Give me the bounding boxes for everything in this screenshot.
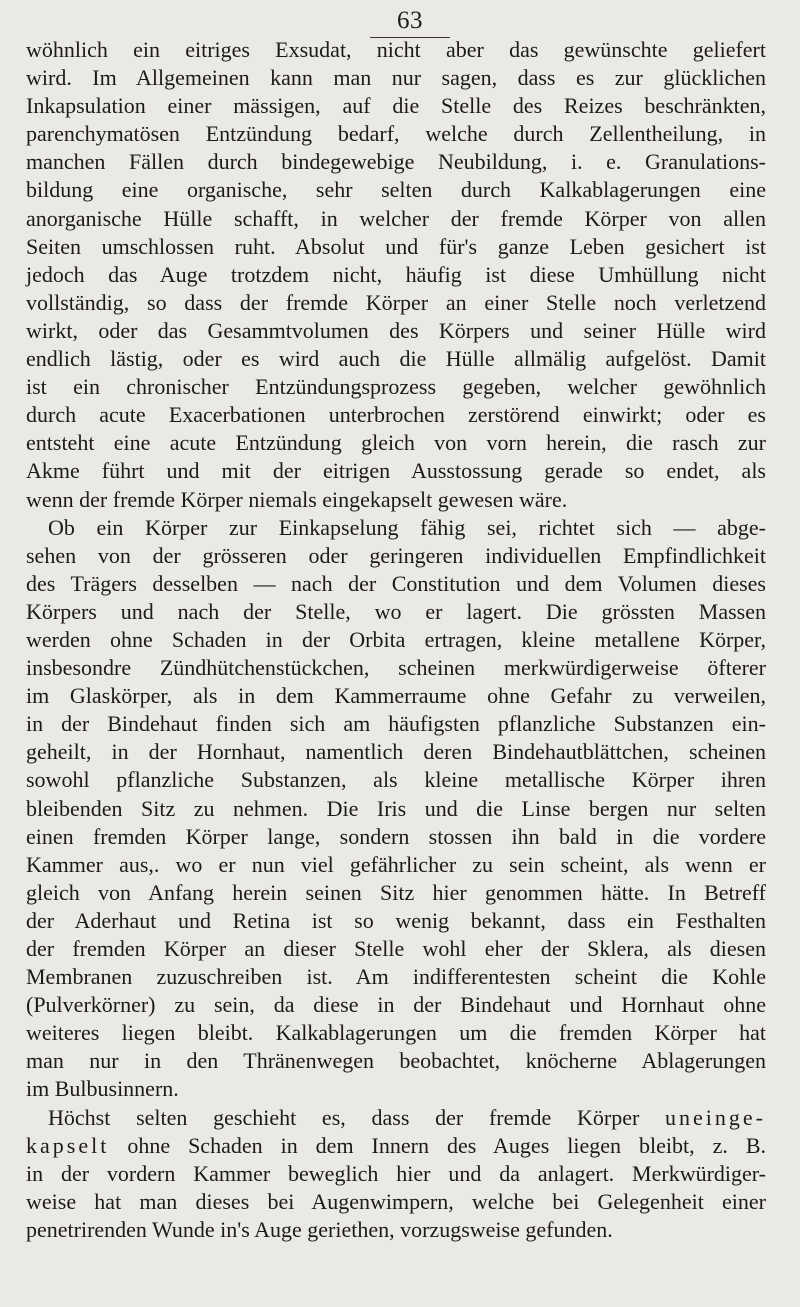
text-line: jedoch das Auge trotzdem nicht, häufig ist diese Umhüllung nicht (26, 261, 766, 287)
text-line: sowohl pflanzliche Substanzen, als kleine metallische Körper ihren (26, 767, 766, 793)
text-line: anorganische Hülle schafft, in welcher der fremde Körper von allen (26, 205, 766, 231)
text-line: des Trägers desselben — nach der Constitution und dem Volumen dieses (26, 570, 766, 596)
text-line: Inkapsulation einer mässigen, auf die Stelle des Reizes beschränkten, (26, 93, 766, 119)
text-line: manchen Fällen durch bindegewebige Neubildung, i. e. Granulations- (26, 149, 766, 175)
text-line: weiteres liegen bleibt. Kalkablagerungen um die fremden Körper hat (26, 1020, 766, 1046)
emphasis-spaced: uneinge- (665, 1104, 766, 1130)
text-line: endlich lästig, oder es wird auch die Hülle allmälig aufgelöst. Damit (26, 346, 766, 372)
text-line: bleibenden Sitz zu nehmen. Die Iris und die Linse bergen nur selten (26, 795, 766, 821)
text-fragment: Höchst selten geschieht es, dass der fremde Körper (48, 1104, 666, 1130)
text-line: im Bulbusinnern. (26, 1076, 179, 1102)
text-line: wird. Im Allgemeinen kann man nur sagen, dass es zur glücklichen (26, 65, 766, 91)
text-line: der Aderhaut und Retina ist so wenig bekannt, dass ein Festhalten (26, 907, 766, 933)
text-line: der fremden Körper an dieser Stelle wohl eher der Sklera, als diesen (26, 936, 766, 961)
text-line: entsteht eine acute Entzündung gleich von vorn herein, die rasch zur (26, 430, 766, 456)
text-line: wöhnlich ein eitriges Exsudat, nicht aber das gewünschte geliefert (26, 37, 766, 62)
text-line: im Glaskörper, als in dem Kammerraume ohne Gefahr zu verweilen, (26, 683, 766, 709)
text-line: weise hat man dieses bei Augenwimpern, welche bei Gelegenheit einer (26, 1188, 766, 1214)
text-line (26, 1132, 766, 1160)
text-fragment: ohne Schaden in dem Innern des Auges liegen bleibt, z. B. (109, 1132, 766, 1158)
text-line: Membranen zuzuschreiben ist. Am indifferentesten scheint die Kohle (26, 964, 766, 990)
text-line: Körpers und nach der Stelle, wo er lagert. Die grössten Massen (26, 598, 766, 624)
text-line: penetrirenden Wunde in's Auge geriethen, vorzugsweise gefunden. (26, 1216, 613, 1242)
emphasis-spaced: kapselt (26, 1132, 110, 1158)
text-line: parenchymatösen Entzündung bedarf, welche durch Zellentheilung, in (26, 121, 766, 147)
text-line: geheilt, in der Hornhaut, namentlich deren Bindehautblättchen, scheinen (26, 739, 766, 765)
text-line: durch acute Exacerbationen unterbrochen zerstörend einwirkt; oder es (26, 402, 766, 428)
text-line: wirkt, oder das Gesammtvolumen des Körpers und seiner Hülle wird (26, 317, 766, 343)
text-line: Ob ein Körper zur Einkapselung fähig sei, richtet sich — abge- (48, 514, 766, 540)
text-line: man nur in den Thränenwegen beobachtet, knöcherne Ablagerungen (26, 1048, 766, 1074)
text-line: Akme führt und mit der eitrigen Ausstossung gerade so endet, als (26, 458, 766, 484)
text-line: Seiten umschlossen ruht. Absolut und für's ganze Leben gesichert ist (26, 233, 766, 259)
text-line: sehen von der grösseren oder geringeren individuellen Empfindlichkeit (26, 542, 766, 568)
text-line: gleich von Anfang herein seinen Sitz hier genommen hätte. In Betreff (26, 879, 766, 905)
text-line: in der vordern Kammer beweglich hier und da anlagert. Merkwürdiger- (26, 1160, 766, 1186)
text-line: wenn der fremde Körper niemals eingekapselt gewesen wäre. (26, 486, 568, 512)
text-line: (Pulverkörner) zu sein, da diese in der Bindehaut und Hornhaut ohne (26, 992, 766, 1018)
text-line: werden ohne Schaden in der Orbita ertragen, kleine metallene Körper, (26, 626, 766, 652)
text-line: bildung eine organische, sehr selten durch Kalkablagerungen eine (26, 177, 766, 203)
page-number: 63 (397, 7, 423, 34)
body-text (26, 36, 766, 1244)
text-line: einen fremden Körper lange, sondern stossen ihn bald in die vordere (26, 823, 766, 849)
text-line (26, 1104, 766, 1132)
text-line: Kammer aus,. wo er nun viel gefährlicher zu sein scheint, als wenn er (26, 851, 766, 877)
text-line: vollständig, so dass der fremde Körper an einer Stelle noch verletzend (26, 289, 766, 315)
text-line: ist ein chronischer Entzündungsprozess gegeben, welcher gewöhnlich (26, 374, 766, 400)
text-line: in der Bindehaut finden sich am häufigsten pflanzliche Substanzen ein- (26, 711, 766, 737)
text-line: insbesondre Zündhütchenstückchen, scheinen merkwürdigerweise öfterer (26, 655, 766, 681)
